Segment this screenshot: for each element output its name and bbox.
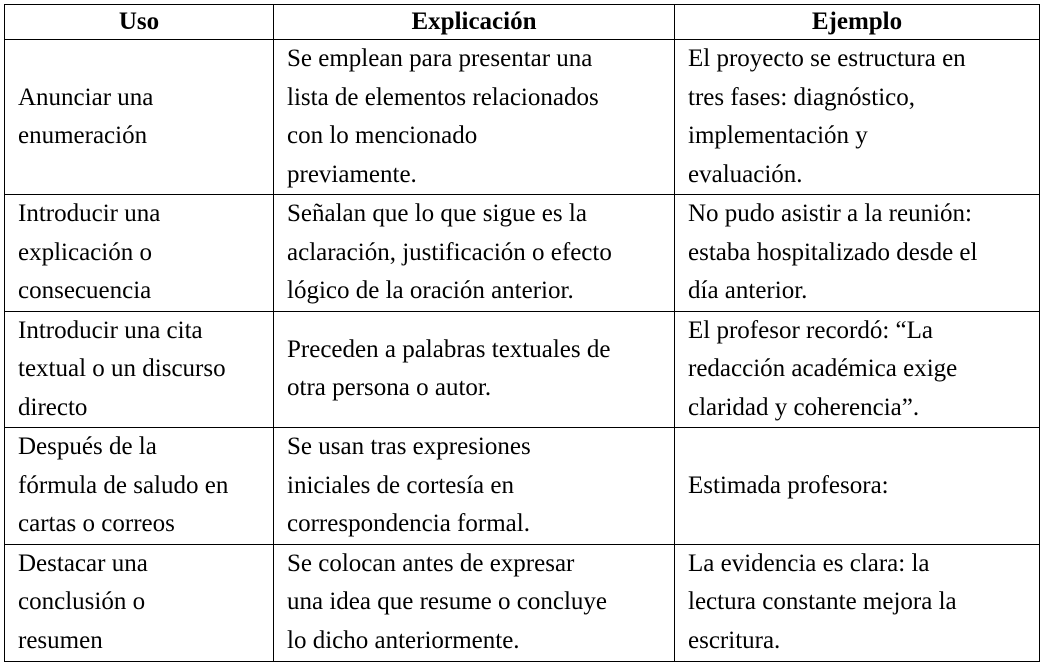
header-explicacion: Explicación bbox=[274, 5, 675, 40]
cell-line: escritura. bbox=[688, 626, 781, 654]
cell-line: Preceden a palabras textuales de bbox=[287, 335, 611, 363]
cell-line: enumeración bbox=[18, 122, 148, 149]
cell-line: resumen bbox=[18, 626, 103, 654]
cell-line: Anunciar una bbox=[18, 83, 154, 111]
cell-ejemplo bbox=[675, 311, 1040, 428]
cell-line: conclusión o bbox=[18, 588, 146, 616]
cell-line: lectura constante mejora la bbox=[688, 588, 957, 616]
table-row bbox=[5, 40, 1040, 195]
cell-line: Estimada profesora: bbox=[688, 471, 889, 499]
header-ejemplo: Ejemplo bbox=[675, 5, 1040, 40]
cell-line: una idea que resume o concluye bbox=[287, 588, 608, 616]
cell-line: fórmula de saludo en bbox=[18, 471, 229, 499]
table-row bbox=[5, 311, 1040, 428]
cell-line: implementación y bbox=[688, 122, 868, 149]
cell-line: No pudo asistir a la reunión: bbox=[688, 200, 972, 227]
cell-line: Introducir una cita bbox=[18, 316, 203, 344]
cell-line: Se colocan antes de expresar bbox=[287, 549, 575, 577]
cell-line: correspondencia formal. bbox=[287, 510, 530, 537]
cell-line: Se emplean para presentar una bbox=[287, 45, 593, 72]
table-row bbox=[5, 428, 1040, 545]
cell-ejemplo bbox=[675, 40, 1040, 195]
cell-uso bbox=[5, 195, 274, 312]
cell-line: Destacar una bbox=[18, 549, 148, 577]
cell-line: explicación o bbox=[18, 238, 152, 266]
cell-line: día anterior. bbox=[688, 277, 808, 304]
cell-line: claridad y coherencia”. bbox=[688, 393, 920, 421]
cell-line: iniciales de cortesía en bbox=[287, 471, 514, 499]
cell-line: Señalan que lo que sigue es la bbox=[287, 200, 587, 227]
cell-line: lista de elementos relacionados bbox=[287, 83, 599, 111]
cell-line: aclaración, justificación o efecto bbox=[287, 238, 612, 266]
cell-ejemplo bbox=[675, 544, 1040, 661]
cell-explicacion bbox=[274, 544, 675, 661]
cell-uso bbox=[5, 428, 274, 545]
cell-line: estaba hospitalizado desde el bbox=[688, 238, 978, 266]
cell-uso bbox=[5, 544, 274, 661]
cell-line: La evidencia es clara: la bbox=[688, 549, 930, 577]
cell-line: El proyecto se estructura en bbox=[688, 45, 966, 72]
table-row bbox=[5, 544, 1040, 661]
cell-line: Después de la bbox=[18, 433, 157, 460]
cell-line: redacción académica exige bbox=[688, 355, 958, 382]
cell-ejemplo bbox=[675, 195, 1040, 312]
cell-explicacion bbox=[274, 428, 675, 545]
cell-line: cartas o correos bbox=[18, 510, 175, 537]
cell-line: El profesor recordó: “La bbox=[688, 316, 934, 344]
cell-explicacion bbox=[274, 195, 675, 312]
header-uso: Uso bbox=[5, 5, 274, 40]
cell-line: lógico de la oración anterior. bbox=[287, 277, 574, 304]
cell-explicacion bbox=[274, 311, 675, 428]
uses-table bbox=[4, 4, 1040, 662]
header-row bbox=[5, 5, 1040, 40]
cell-line: Introducir una bbox=[18, 200, 161, 227]
cell-line: con lo mencionado bbox=[287, 122, 478, 149]
cell-line: directo bbox=[18, 393, 88, 421]
table-row bbox=[5, 195, 1040, 312]
cell-uso bbox=[5, 311, 274, 428]
cell-line: tres fases: diagnóstico, bbox=[688, 83, 916, 111]
cell-explicacion bbox=[274, 40, 675, 195]
cell-line: previamente. bbox=[287, 160, 417, 188]
cell-line: consecuencia bbox=[18, 277, 152, 304]
cell-line: lo dicho anteriormente. bbox=[287, 626, 520, 654]
cell-line: otra persona o autor. bbox=[287, 374, 492, 402]
cell-line: evaluación. bbox=[688, 160, 803, 188]
cell-line: textual o un discurso bbox=[18, 355, 226, 382]
cell-ejemplo bbox=[675, 428, 1040, 545]
cell-uso bbox=[5, 40, 274, 195]
cell-line: Se usan tras expresiones bbox=[287, 433, 531, 460]
